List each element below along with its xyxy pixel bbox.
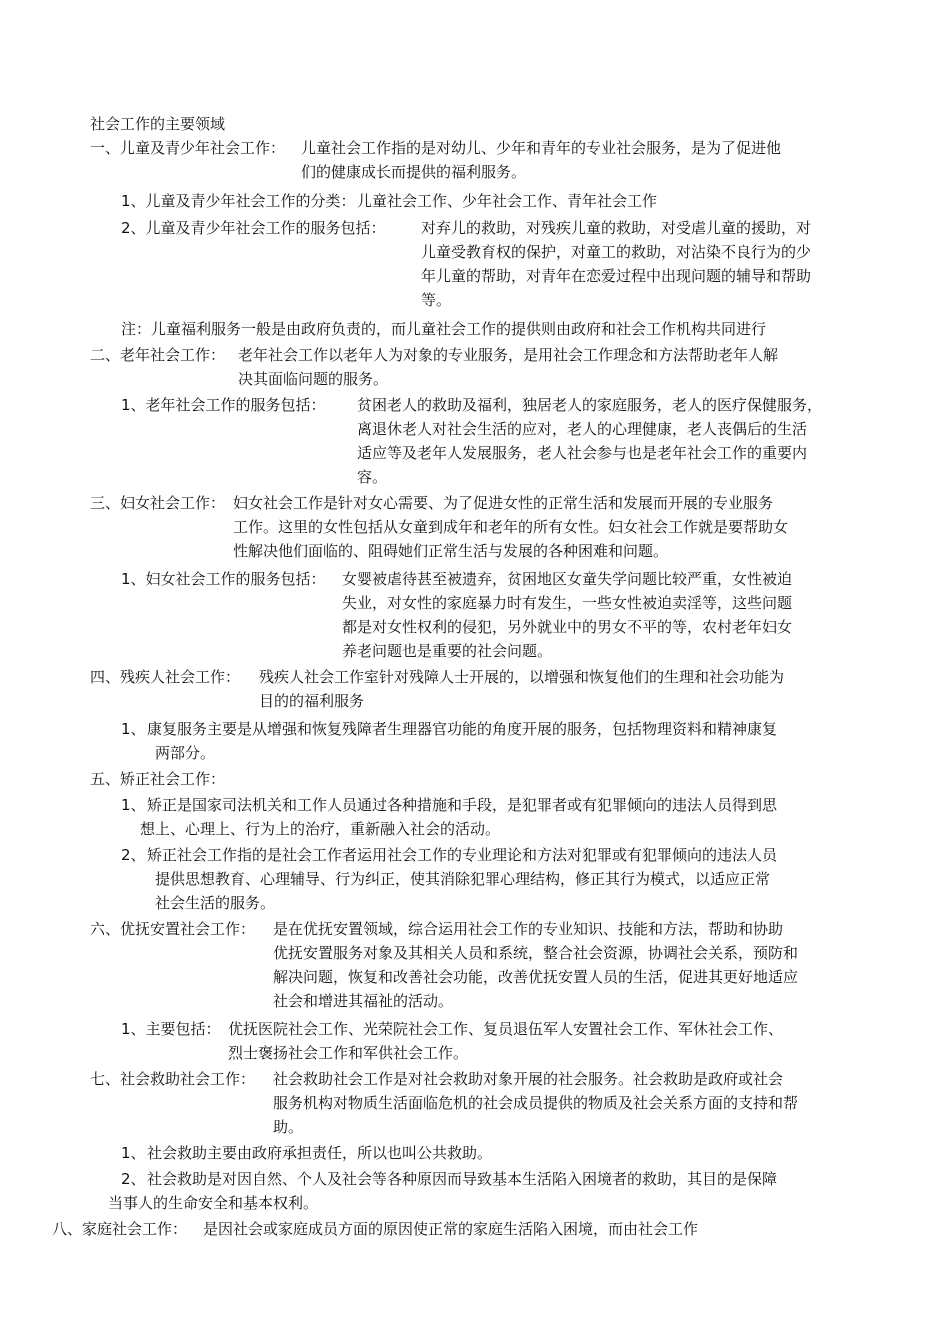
section-heading: 七、社会救助社会工作： — [90, 1070, 256, 1088]
section-heading: 二、老年社会工作： — [90, 346, 226, 364]
item-text-line: 养老问题也是重要的社会问题。 — [342, 642, 553, 660]
item-text-line: 矫正社会工作指的是社会工作者运用社会工作的专业理论和方法对犯罪或有犯罪倾向的违法人员 — [147, 846, 778, 864]
item-text-line: 年儿童的帮助，对青年在恋爱过程中出现问题的辅导和帮助 — [421, 267, 812, 285]
item-label: 1、 — [121, 1144, 146, 1162]
section-text-line: 目的的福利服务 — [259, 692, 365, 710]
item-text-line: 儿童社会工作、少年社会工作、青年社会工作 — [357, 192, 658, 210]
document-title: 社会工作的主要领域 — [90, 115, 226, 133]
item-text-line: 失业，对女性的家庭暴力时有发生，一些女性被迫卖淫等，这些问题 — [342, 594, 793, 612]
item-text-line: 对弃儿的救助，对残疾儿童的救助，对受虐儿童的援助，对 — [421, 219, 812, 237]
section-text-line: 妇女社会工作是针对女心需要、为了促进女性的正常生活和发展而开展的专业服务 — [233, 494, 774, 512]
item-text-line: 烈士褒扬社会工作和军供社会工作。 — [228, 1044, 469, 1062]
section-text-line: 是在优抚安置领域，综合运用社会工作的专业知识、技能和方法，帮助和协助 — [273, 920, 784, 938]
section-text-line: 残疾人社会工作室针对残障人士开展的，以增强和恢复他们的生理和社会功能为 — [259, 668, 785, 686]
item-text-line: 都是对女性权利的侵犯，另外就业中的男女不平的等，农村老年妇女 — [342, 618, 793, 636]
item-label: 2、 — [121, 846, 146, 864]
section-heading: 五、矫正社会工作： — [90, 770, 226, 788]
item-label: 1、 — [121, 796, 146, 814]
item-label: 2、儿童及青少年社会工作的服务包括： — [121, 219, 386, 237]
item-text-line: 离退休老人对社会生活的应对，老人的心理健康，老人丧偶后的生活 — [357, 420, 808, 438]
item-label: 1、妇女社会工作的服务包括： — [121, 570, 326, 588]
item-text-line: 想上、心理上、行为上的治疗，重新融入社会的活动。 — [140, 820, 501, 838]
item-label: 2、 — [121, 1170, 146, 1188]
section-text-line: 性解决他们面临的、阻碍她们正常生活与发展的各种困难和问题。 — [233, 542, 669, 560]
item-text-line: 容。 — [357, 468, 388, 486]
item-text-line: 等。 — [421, 291, 452, 309]
item-text-line: 矫正是国家司法机关和工作人员通过各种措施和手段，是犯罪者或有犯罪倾向的违法人员得到思 — [147, 796, 778, 814]
item-label: 1、 — [121, 720, 146, 738]
item-text-line: 提供思想教育、心理辅导、行为纠正，使其消除犯罪心理结构，修正其行为模式，以适应正常 — [155, 870, 771, 888]
item-text-line: 女婴被虐待甚至被遗弃，贫困地区女童失学问题比较严重，女性被迫 — [342, 570, 793, 588]
item-label: 1、主要包括： — [121, 1020, 221, 1038]
section-text-line: 们的健康成长而提供的福利服务。 — [301, 163, 527, 181]
item-text-line: 适应等及老年人发展服务，老人社会参与也是老年社会工作的重要内 — [357, 444, 808, 462]
item-label: 1、儿童及青少年社会工作的分类： — [121, 192, 356, 210]
section-text-line: 优抚安置服务对象及其相关人员和系统，整合社会资源，协调社会关系，预防和 — [273, 944, 799, 962]
section-text-line: 社会和增进其福祉的活动。 — [273, 992, 454, 1010]
section-heading: 四、残疾人社会工作： — [90, 668, 241, 686]
item-text-line: 当事人的生命安全和基本权利。 — [108, 1194, 319, 1212]
item-text-line: 康复服务主要是从增强和恢复残障者生理器官功能的角度开展的服务，包括物理资料和精神康复 — [147, 720, 778, 738]
section-heading: 一、儿童及青少年社会工作： — [90, 139, 286, 157]
section-heading: 六、优抚安置社会工作： — [90, 920, 256, 938]
section-note: 注：儿童福利服务一般是由政府负责的，而儿童社会工作的提供则由政府和社会工作机构共同进行 — [121, 320, 767, 338]
item-text-line: 两部分。 — [155, 744, 216, 762]
section-text-line: 工作。这里的女性包括从女童到成年和老年的所有女性。妇女社会工作就是要帮助女 — [233, 518, 789, 536]
section-heading: 三、妇女社会工作： — [90, 494, 226, 512]
section-text-line: 儿童社会工作指的是对幼儿、少年和青年的专业社会服务，是为了促进他 — [301, 139, 782, 157]
section-text-line: 决其面临问题的服务。 — [238, 370, 389, 388]
section-text-line: 社会救助社会工作是对社会救助对象开展的社会服务。社会救助是政府或社会 — [273, 1070, 784, 1088]
item-text-line: 贫困老人的救助及福利，独居老人的家庭服务，老人的医疗保健服务， — [357, 396, 823, 414]
item-text-line: 社会救助主要由政府承担责任，所以也叫公共救助。 — [147, 1144, 493, 1162]
item-text-line: 社会救助是对因自然、个人及社会等各种原因而导致基本生活陷入困境者的救助，其目的是保障 — [147, 1170, 778, 1188]
item-text-line: 儿童受教育权的保护，对童工的救助，对沾染不良行为的少 — [421, 243, 812, 261]
section-text-line: 解决问题，恢复和改善社会功能，改善优抚安置人员的生活，促进其更好地适应 — [273, 968, 799, 986]
section-text-line: 服务机构对物质生活面临危机的社会成员提供的物质及社会关系方面的支持和帮 — [273, 1094, 799, 1112]
item-text-line: 优抚医院社会工作、光荣院社会工作、复员退伍军人安置社会工作、军休社会工作、 — [228, 1020, 784, 1038]
item-text-line: 社会生活的服务。 — [155, 894, 276, 912]
item-label: 1、老年社会工作的服务包括： — [121, 396, 326, 414]
section-text-line: 是因社会或家庭成员方面的原因使正常的家庭生活陷入困境，而由社会工作 — [203, 1220, 699, 1238]
section-heading: 八、家庭社会工作： — [52, 1220, 188, 1238]
section-text-line: 老年社会工作以老年人为对象的专业服务，是用社会工作理念和方法帮助老年人解 — [238, 346, 779, 364]
section-text-line: 助。 — [273, 1118, 304, 1136]
